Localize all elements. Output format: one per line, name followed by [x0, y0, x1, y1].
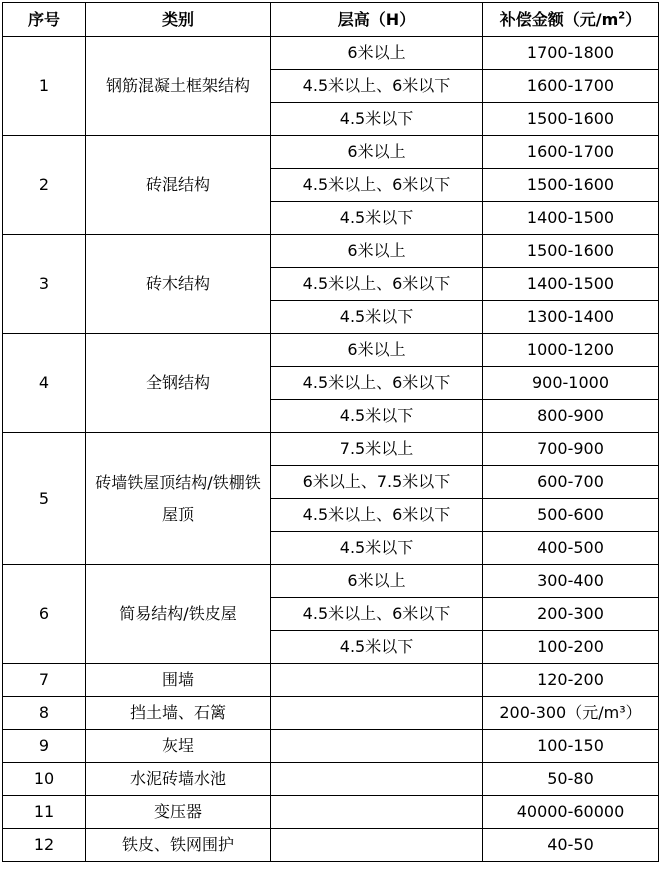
row-height	[271, 796, 483, 829]
row-category: 砖木结构	[86, 235, 271, 334]
table-header	[3, 3, 659, 37]
table-row	[3, 37, 659, 70]
row-no: 4	[3, 334, 86, 433]
row-price: 400-500	[483, 532, 659, 565]
header-price-prefix: 补偿金额（元/m	[499, 9, 619, 29]
row-no: 7	[3, 664, 86, 697]
row-height: 4.5米以上、6米以下	[271, 169, 483, 202]
row-category: 砖混结构	[86, 136, 271, 235]
header-price-superscript: 2	[618, 10, 626, 22]
row-price: 600-700	[483, 466, 659, 499]
header-price	[483, 3, 659, 37]
row-price: 1600-1700	[483, 136, 659, 169]
row-category: 铁皮、铁网围护	[86, 829, 271, 862]
header-row	[3, 3, 659, 37]
row-height	[271, 697, 483, 730]
row-price: 200-300（元/m³）	[483, 697, 659, 730]
table-row	[3, 334, 659, 367]
row-price: 1400-1500	[483, 268, 659, 301]
row-height: 4.5米以下	[271, 631, 483, 664]
compensation-table	[2, 2, 659, 862]
row-height: 4.5米以下	[271, 301, 483, 334]
row-no: 8	[3, 697, 86, 730]
table-row	[3, 763, 659, 796]
row-no: 5	[3, 433, 86, 565]
table-row	[3, 796, 659, 829]
row-height	[271, 829, 483, 862]
row-category: 砖墙铁屋顶结构/铁棚铁屋顶	[86, 433, 271, 565]
table-row	[3, 136, 659, 169]
row-height: 6米以上	[271, 565, 483, 598]
row-price: 100-150	[483, 730, 659, 763]
table-row	[3, 565, 659, 598]
row-price: 500-600	[483, 499, 659, 532]
row-price: 900-1000	[483, 367, 659, 400]
row-price: 300-400	[483, 565, 659, 598]
row-height: 6米以上、7.5米以下	[271, 466, 483, 499]
header-price-suffix: ）	[625, 9, 642, 29]
row-height	[271, 664, 483, 697]
row-price: 1500-1600	[483, 235, 659, 268]
row-height: 4.5米以上、6米以下	[271, 499, 483, 532]
row-price: 1600-1700	[483, 70, 659, 103]
row-height: 4.5米以上、6米以下	[271, 268, 483, 301]
row-height	[271, 763, 483, 796]
row-price: 800-900	[483, 400, 659, 433]
row-no: 2	[3, 136, 86, 235]
table-row	[3, 697, 659, 730]
row-height: 6米以上	[271, 136, 483, 169]
row-height: 4.5米以上、6米以下	[271, 367, 483, 400]
table-row	[3, 664, 659, 697]
table-body	[3, 37, 659, 862]
row-height: 4.5米以上、6米以下	[271, 70, 483, 103]
table-row	[3, 730, 659, 763]
row-category: 简易结构/铁皮屋	[86, 565, 271, 664]
header-category: 类别	[86, 3, 271, 37]
row-price: 40-50	[483, 829, 659, 862]
row-category: 钢筋混凝土框架结构	[86, 37, 271, 136]
row-height: 4.5米以下	[271, 202, 483, 235]
row-price: 50-80	[483, 763, 659, 796]
table-row	[3, 829, 659, 862]
row-price: 100-200	[483, 631, 659, 664]
table-row	[3, 433, 659, 466]
row-price: 700-900	[483, 433, 659, 466]
row-price: 1400-1500	[483, 202, 659, 235]
row-height: 6米以上	[271, 235, 483, 268]
row-price: 1300-1400	[483, 301, 659, 334]
row-no: 1	[3, 37, 86, 136]
row-no: 6	[3, 565, 86, 664]
row-no: 11	[3, 796, 86, 829]
row-height: 4.5米以下	[271, 532, 483, 565]
row-category: 全钢结构	[86, 334, 271, 433]
row-height: 6米以上	[271, 37, 483, 70]
row-category: 围墙	[86, 664, 271, 697]
row-no: 12	[3, 829, 86, 862]
row-height: 7.5米以上	[271, 433, 483, 466]
row-category: 变压器	[86, 796, 271, 829]
row-price: 40000-60000	[483, 796, 659, 829]
row-no: 3	[3, 235, 86, 334]
row-price: 1500-1600	[483, 169, 659, 202]
row-price: 120-200	[483, 664, 659, 697]
header-no: 序号	[3, 3, 86, 37]
row-category: 灰埕	[86, 730, 271, 763]
row-height: 4.5米以下	[271, 103, 483, 136]
table-row	[3, 235, 659, 268]
row-height: 4.5米以上、6米以下	[271, 598, 483, 631]
row-height	[271, 730, 483, 763]
row-price: 1500-1600	[483, 103, 659, 136]
row-no: 9	[3, 730, 86, 763]
row-height: 6米以上	[271, 334, 483, 367]
row-no: 10	[3, 763, 86, 796]
row-price: 200-300	[483, 598, 659, 631]
row-category: 水泥砖墙水池	[86, 763, 271, 796]
row-price: 1700-1800	[483, 37, 659, 70]
header-height: 层高（H）	[271, 3, 483, 37]
row-price: 1000-1200	[483, 334, 659, 367]
row-height: 4.5米以下	[271, 400, 483, 433]
row-category: 挡土墙、石篱	[86, 697, 271, 730]
